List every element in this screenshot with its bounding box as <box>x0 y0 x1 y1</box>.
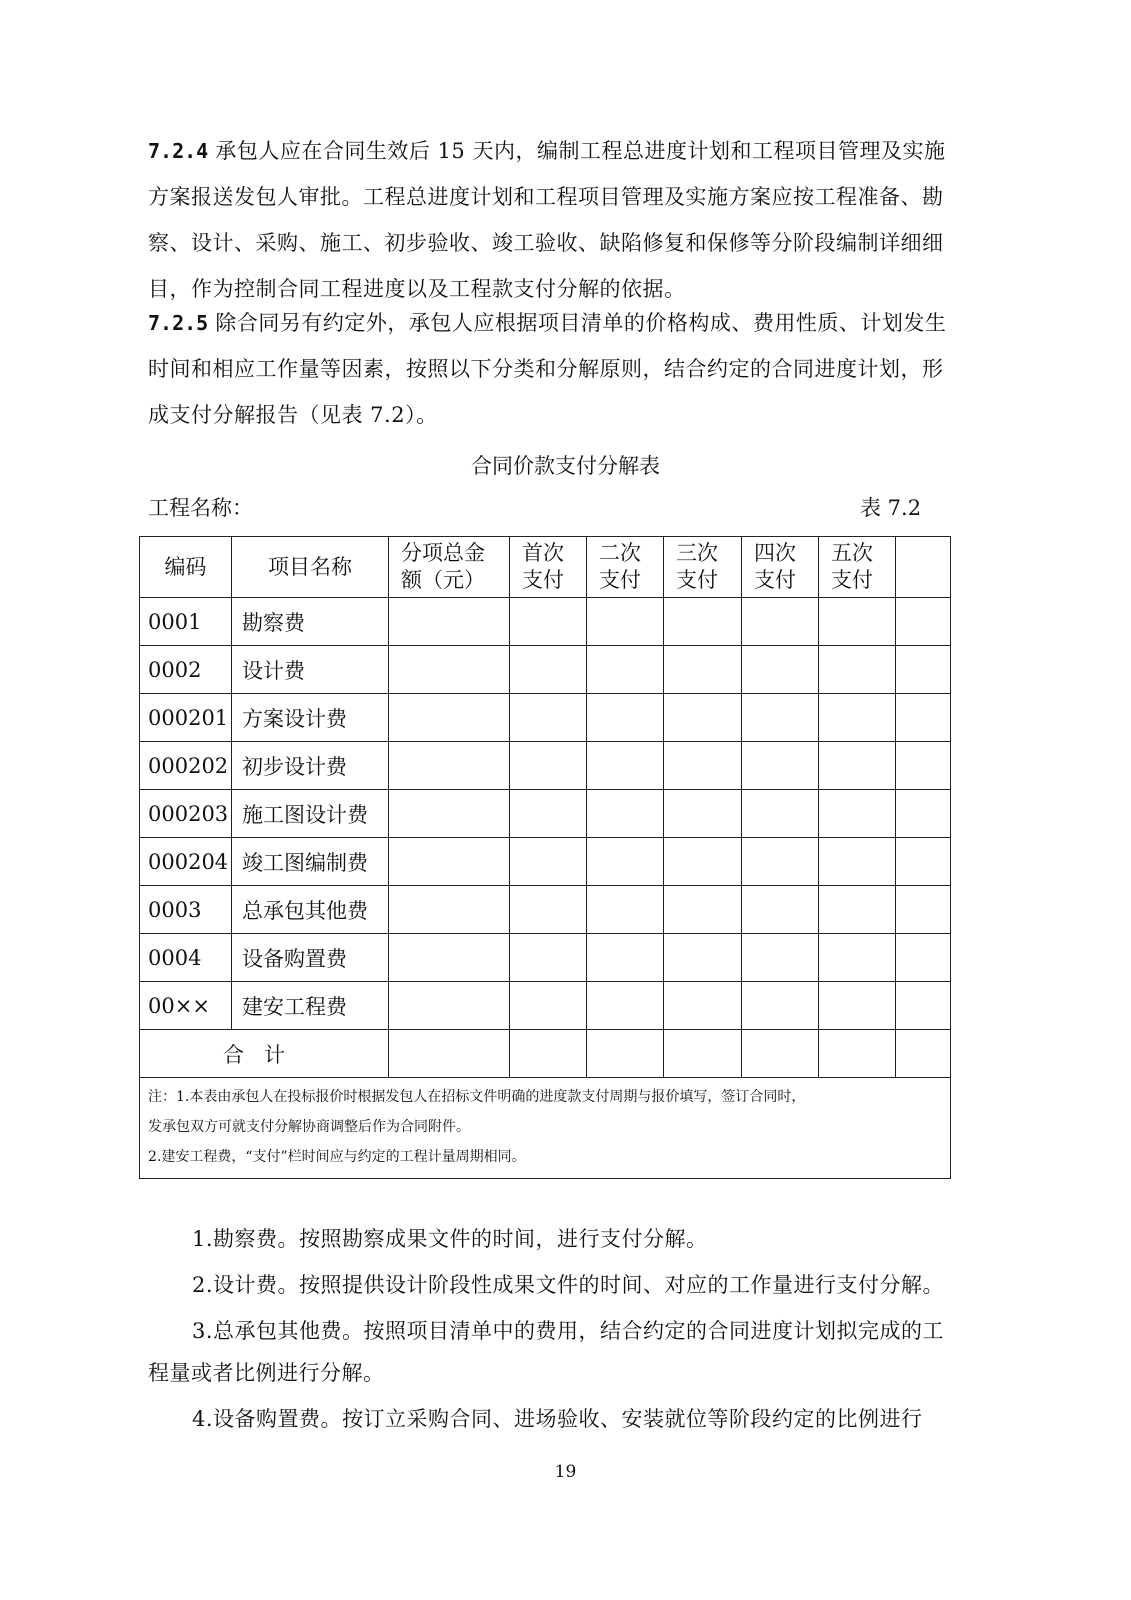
header-pay-1-line1: 首次 <box>522 541 564 565</box>
cell-extra <box>896 646 951 694</box>
row-name: 方案设计费 <box>232 694 389 742</box>
clause-number: 7.2.4 <box>148 139 209 163</box>
cell-pay-4 <box>742 694 819 742</box>
cell-amount <box>389 598 510 646</box>
cell-pay-3 <box>664 598 742 646</box>
cell-amount <box>389 742 510 790</box>
cell-pay-5 <box>819 838 896 886</box>
list-item: 1.勘察费。按照勘察成果文件的时间，进行支付分解。 <box>192 1227 708 1251</box>
cell-pay-1 <box>510 694 587 742</box>
row-name: 建安工程费 <box>232 982 389 1030</box>
cell-pay-4 <box>742 886 819 934</box>
table-row <box>140 934 951 982</box>
clause-7-2-5 <box>148 300 948 438</box>
cell-pay-1 <box>510 646 587 694</box>
row-name: 勘察费 <box>232 598 389 646</box>
row-code: 0001 <box>140 598 232 646</box>
row-code: 000203 <box>140 790 232 838</box>
row-name: 设备购置费 <box>232 934 389 982</box>
notes-row <box>140 1078 951 1179</box>
cell-amount <box>389 694 510 742</box>
clause-text: 除合同另有约定外，承包人应根据项目清单的价格构成、费用性质、计划发生时间和相应工作量等因素，按照以下分类和分解原则，结合约定的合同进度计划，形成支付分解报告（见表 7.2）。 <box>148 311 947 427</box>
cell-pay-1 <box>510 598 587 646</box>
cell-pay-3 <box>664 886 742 934</box>
cell-amount <box>389 982 510 1030</box>
row-code: 000201 <box>140 694 232 742</box>
cell-pay-3 <box>664 646 742 694</box>
header-pay-5-line1: 五次 <box>831 541 873 565</box>
cell-pay-5 <box>819 1030 896 1078</box>
cell-pay-3 <box>664 790 742 838</box>
cell-pay-5 <box>819 598 896 646</box>
cell-pay-2 <box>587 598 664 646</box>
list-item: 4.设备购置费。按订立采购合同、进场验收、安装就位等阶段约定的比例进行 <box>192 1407 923 1431</box>
table-row <box>140 838 951 886</box>
breakdown-principles-list <box>148 1218 956 1444</box>
cell-amount <box>389 886 510 934</box>
header-pay-3 <box>664 537 742 598</box>
table-number: 表 7.2 <box>860 496 922 520</box>
note-line: 2.建安工程费，“支付”栏时间应与约定的工程计量周期相同。 <box>148 1149 526 1165</box>
cell-extra <box>896 598 951 646</box>
header-code: 编码 <box>140 537 232 598</box>
cell-pay-5 <box>819 790 896 838</box>
cell-pay-1 <box>510 790 587 838</box>
header-pay-4 <box>742 537 819 598</box>
row-code: 00×× <box>140 982 232 1030</box>
cell-pay-3 <box>664 1030 742 1078</box>
row-name: 初步设计费 <box>232 742 389 790</box>
clause-number: 7.2.5 <box>148 311 209 335</box>
table-row <box>140 886 951 934</box>
cell-pay-2 <box>587 934 664 982</box>
cell-pay-1 <box>510 742 587 790</box>
cell-pay-4 <box>742 598 819 646</box>
project-name-label: 工程名称： <box>148 496 253 520</box>
cell-pay-1 <box>510 982 587 1030</box>
cell-pay-2 <box>587 790 664 838</box>
cell-extra <box>896 886 951 934</box>
table-row <box>140 694 951 742</box>
header-amount <box>389 537 510 598</box>
table-row <box>140 790 951 838</box>
row-code: 000202 <box>140 742 232 790</box>
list-item: 3.总承包其他费。按照项目清单中的费用，结合约定的合同进度计划拟完成的工程量或者比例进行分解。 <box>148 1319 945 1385</box>
cell-extra <box>896 790 951 838</box>
cell-pay-5 <box>819 982 896 1030</box>
header-pay-4-line2: 支付 <box>754 568 796 592</box>
cell-pay-4 <box>742 742 819 790</box>
header-pay-3-line1: 三次 <box>676 541 718 565</box>
cell-amount <box>389 646 510 694</box>
table-title: 合同价款支付分解表 <box>471 454 660 478</box>
header-pay-5-line2: 支付 <box>831 568 873 592</box>
row-code: 0004 <box>140 934 232 982</box>
header-name: 项目名称 <box>232 537 389 598</box>
cell-pay-1 <box>510 934 587 982</box>
cell-extra <box>896 934 951 982</box>
cell-amount <box>389 1030 510 1078</box>
header-pay-4-line1: 四次 <box>754 541 796 565</box>
row-name: 设计费 <box>232 646 389 694</box>
note-line: 发承包双方可就支付分解协商调整后作为合同附件。 <box>148 1119 470 1135</box>
cell-pay-2 <box>587 742 664 790</box>
header-pay-5 <box>819 537 896 598</box>
cell-pay-1 <box>510 1030 587 1078</box>
page-number: 19 <box>554 1462 577 1482</box>
cell-pay-1 <box>510 886 587 934</box>
cell-extra <box>896 1030 951 1078</box>
cell-pay-2 <box>587 646 664 694</box>
cell-pay-4 <box>742 1030 819 1078</box>
cell-pay-5 <box>819 934 896 982</box>
cell-pay-4 <box>742 646 819 694</box>
list-item: 2.设计费。按照提供设计阶段性成果文件的时间、对应的工作量进行支付分解。 <box>192 1273 945 1297</box>
cell-pay-3 <box>664 694 742 742</box>
cell-pay-5 <box>819 742 896 790</box>
cell-pay-3 <box>664 838 742 886</box>
cell-pay-5 <box>819 694 896 742</box>
header-pay-1-line2: 支付 <box>522 568 564 592</box>
cell-pay-1 <box>510 838 587 886</box>
cell-pay-4 <box>742 934 819 982</box>
cell-pay-2 <box>587 838 664 886</box>
row-name: 施工图设计费 <box>232 790 389 838</box>
cell-pay-3 <box>664 934 742 982</box>
cell-pay-3 <box>664 742 742 790</box>
cell-extra <box>896 838 951 886</box>
total-label: 合计 <box>140 1030 389 1078</box>
clause-text: 承包人应在合同生效后 15 天内，编制工程总进度计划和工程项目管理及实施方案报送发包人审批。工程总进度计划和工程项目管理及实施方案应按工程准备、勘察、设计、采购、施工、初步验收、竣工验收、缺陷修复和保修等分阶段编制详细细目，作为控制合同工程进度以及工程款支付分解的依据。 <box>148 139 946 301</box>
cell-extra <box>896 742 951 790</box>
table-row <box>140 598 951 646</box>
cell-pay-5 <box>819 646 896 694</box>
table-row <box>140 742 951 790</box>
header-pay-1 <box>510 537 587 598</box>
total-row <box>140 1030 951 1078</box>
header-amount-line2: 额（元） <box>401 568 485 592</box>
cell-pay-3 <box>664 982 742 1030</box>
table-row <box>140 646 951 694</box>
note-line: 注：1.本表由承包人在投标报价时根据发包人在招标文件明确的进度款支付周期与报价填写，签订合同时， <box>148 1089 806 1105</box>
cell-pay-4 <box>742 982 819 1030</box>
row-code: 000204 <box>140 838 232 886</box>
cell-pay-2 <box>587 694 664 742</box>
table-notes <box>140 1078 951 1179</box>
row-code: 0003 <box>140 886 232 934</box>
header-pay-2-line1: 二次 <box>599 541 641 565</box>
header-pay-2-line2: 支付 <box>599 568 641 592</box>
row-name: 总承包其他费 <box>232 886 389 934</box>
payment-breakdown-table <box>139 536 951 1179</box>
cell-pay-2 <box>587 886 664 934</box>
cell-pay-4 <box>742 838 819 886</box>
clause-7-2-4 <box>148 128 948 312</box>
cell-pay-2 <box>587 982 664 1030</box>
header-extra <box>896 537 951 598</box>
header-pay-3-line2: 支付 <box>676 568 718 592</box>
cell-extra <box>896 694 951 742</box>
cell-pay-5 <box>819 886 896 934</box>
row-code: 0002 <box>140 646 232 694</box>
cell-extra <box>896 982 951 1030</box>
header-pay-2 <box>587 537 664 598</box>
header-amount-line1: 分项总金 <box>401 541 485 565</box>
cell-amount <box>389 838 510 886</box>
cell-pay-2 <box>587 1030 664 1078</box>
table-row <box>140 982 951 1030</box>
table-header-row <box>140 537 951 598</box>
cell-pay-4 <box>742 790 819 838</box>
cell-amount <box>389 934 510 982</box>
row-name: 竣工图编制费 <box>232 838 389 886</box>
cell-amount <box>389 790 510 838</box>
